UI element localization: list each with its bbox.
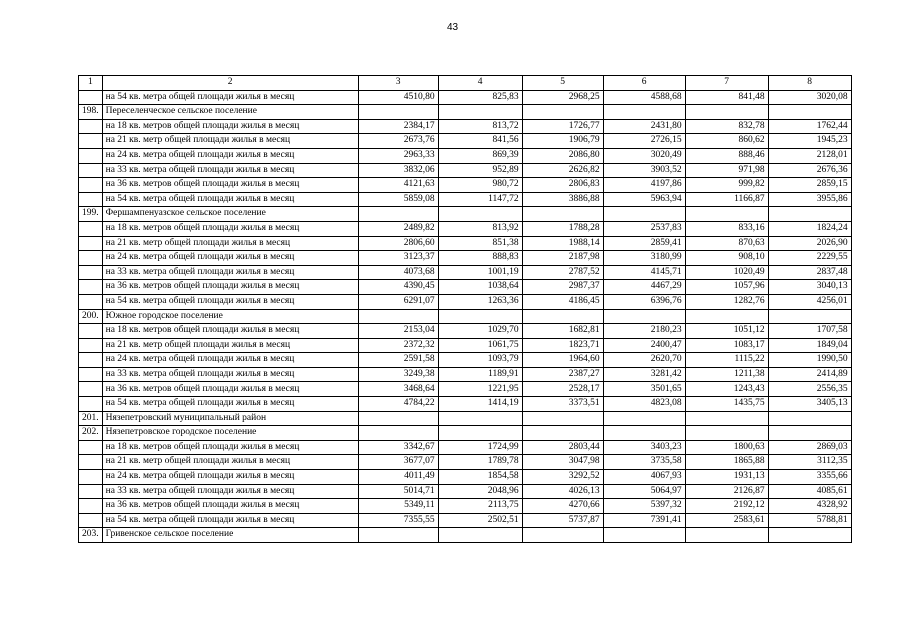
value-cell: 3020,08 — [768, 90, 851, 105]
value-cell: 841,48 — [685, 90, 768, 105]
value-cell: 2803,44 — [522, 440, 603, 455]
row-number-cell — [79, 382, 103, 397]
row-number-cell: 200. — [79, 309, 103, 324]
row-label-cell: на 33 кв. метра общей площади жилья в месяц — [102, 163, 358, 178]
value-cell: 999,82 — [685, 178, 768, 193]
value-cell: 3180,99 — [603, 251, 685, 266]
value-cell: 2787,52 — [522, 265, 603, 280]
value-cell: 3886,88 — [522, 192, 603, 207]
value-cell: 1221,95 — [438, 382, 522, 397]
row-number-cell: 198. — [79, 105, 103, 120]
value-cell: 5788,81 — [768, 513, 851, 528]
row-number-cell — [79, 148, 103, 163]
row-number-cell: 202. — [79, 426, 103, 441]
value-cell — [438, 411, 522, 426]
row-number-cell: 203. — [79, 528, 103, 543]
value-cell: 3047,98 — [522, 455, 603, 470]
row-label-cell: на 54 кв. метра общей площади жилья в месяц — [102, 294, 358, 309]
table-row — [79, 528, 852, 543]
value-cell: 1051,12 — [685, 324, 768, 339]
row-number-cell — [79, 221, 103, 236]
value-cell: 4256,01 — [768, 294, 851, 309]
row-label-cell: на 24 кв. метра общей площади жилья в месяц — [102, 251, 358, 266]
value-cell: 5963,94 — [603, 192, 685, 207]
table-row — [79, 426, 852, 441]
value-cell — [603, 309, 685, 324]
value-cell: 1115,22 — [685, 353, 768, 368]
value-cell: 833,16 — [685, 221, 768, 236]
value-cell: 4186,45 — [522, 294, 603, 309]
value-cell: 1945,23 — [768, 134, 851, 149]
value-cell — [438, 105, 522, 120]
value-cell: 2620,70 — [603, 353, 685, 368]
value-cell: 5859,08 — [358, 192, 438, 207]
table-row — [79, 251, 852, 266]
value-cell: 4197,86 — [603, 178, 685, 193]
row-number-cell: 201. — [79, 411, 103, 426]
value-cell: 2537,83 — [603, 221, 685, 236]
value-cell: 860,62 — [685, 134, 768, 149]
value-cell: 2153,04 — [358, 324, 438, 339]
value-cell — [438, 426, 522, 441]
row-number-cell: 199. — [79, 207, 103, 222]
value-cell: 1824,24 — [768, 221, 851, 236]
row-label-cell: на 24 кв. метра общей площади жилья в месяц — [102, 470, 358, 485]
value-cell — [603, 528, 685, 543]
value-cell: 2126,87 — [685, 484, 768, 499]
value-cell: 1029,70 — [438, 324, 522, 339]
row-label-cell: на 36 кв. метров общей площади жилья в месяц — [102, 178, 358, 193]
row-number-cell — [79, 513, 103, 528]
value-cell: 2489,82 — [358, 221, 438, 236]
value-cell: 1854,58 — [438, 470, 522, 485]
value-cell: 1263,36 — [438, 294, 522, 309]
row-number-cell — [79, 134, 103, 149]
table-row — [79, 105, 852, 120]
value-cell: 3355,66 — [768, 470, 851, 485]
row-number-cell — [79, 236, 103, 251]
value-cell — [685, 426, 768, 441]
column-header: 5 — [522, 76, 603, 91]
value-cell: 1823,71 — [522, 338, 603, 353]
row-number-cell — [79, 119, 103, 134]
row-label-cell: Гривенское сельское поселение — [102, 528, 358, 543]
value-cell: 2673,76 — [358, 134, 438, 149]
row-label-cell: на 54 кв. метра общей площади жилья в месяц — [102, 397, 358, 412]
value-cell: 2726,15 — [603, 134, 685, 149]
value-cell — [358, 528, 438, 543]
column-header: 6 — [603, 76, 685, 91]
table-row — [79, 119, 852, 134]
row-number-cell — [79, 178, 103, 193]
value-cell: 3677,07 — [358, 455, 438, 470]
value-cell — [358, 105, 438, 120]
table-row — [79, 411, 852, 426]
value-cell: 5349,11 — [358, 499, 438, 514]
value-cell: 2431,80 — [603, 119, 685, 134]
value-cell: 4390,45 — [358, 280, 438, 295]
value-cell: 3468,64 — [358, 382, 438, 397]
table-row — [79, 294, 852, 309]
table-row — [79, 338, 852, 353]
row-label-cell: на 21 кв. метр общей площади жилья в месяц — [102, 338, 358, 353]
value-cell: 2859,41 — [603, 236, 685, 251]
value-cell: 2026,90 — [768, 236, 851, 251]
value-cell: 2869,03 — [768, 440, 851, 455]
tariff-table-body — [79, 76, 852, 543]
row-number-cell — [79, 484, 103, 499]
value-cell: 7355,55 — [358, 513, 438, 528]
table-row — [79, 513, 852, 528]
value-cell: 1762,44 — [768, 119, 851, 134]
value-cell: 1211,38 — [685, 367, 768, 382]
table-row — [79, 90, 852, 105]
value-cell: 2859,15 — [768, 178, 851, 193]
value-cell: 3373,51 — [522, 397, 603, 412]
value-cell: 2187,98 — [522, 251, 603, 266]
value-cell: 1849,04 — [768, 338, 851, 353]
value-cell: 813,72 — [438, 119, 522, 134]
value-cell: 2528,17 — [522, 382, 603, 397]
value-cell: 1931,13 — [685, 470, 768, 485]
value-cell: 2806,83 — [522, 178, 603, 193]
row-number-cell — [79, 265, 103, 280]
value-cell: 2113,75 — [438, 499, 522, 514]
row-label-cell: на 24 кв. метра общей площади жилья в месяц — [102, 353, 358, 368]
value-cell: 952,89 — [438, 163, 522, 178]
value-cell: 888,83 — [438, 251, 522, 266]
value-cell: 1001,19 — [438, 265, 522, 280]
row-number-cell — [79, 192, 103, 207]
value-cell: 2229,55 — [768, 251, 851, 266]
value-cell — [522, 105, 603, 120]
value-cell — [768, 411, 851, 426]
table-row — [79, 367, 852, 382]
row-label-cell: на 21 кв. метр общей площади жилья в месяц — [102, 455, 358, 470]
value-cell: 3281,42 — [603, 367, 685, 382]
value-cell: 980,72 — [438, 178, 522, 193]
row-number-cell — [79, 163, 103, 178]
value-cell — [522, 528, 603, 543]
value-cell: 2626,82 — [522, 163, 603, 178]
column-header: 3 — [358, 76, 438, 91]
value-cell: 3292,52 — [522, 470, 603, 485]
row-number-cell — [79, 367, 103, 382]
value-cell: 4784,22 — [358, 397, 438, 412]
column-header: 1 — [79, 76, 103, 91]
value-cell: 825,83 — [438, 90, 522, 105]
value-cell: 1682,81 — [522, 324, 603, 339]
row-label-cell: на 21 кв. метр общей площади жилья в месяц — [102, 134, 358, 149]
value-cell: 851,38 — [438, 236, 522, 251]
value-cell — [768, 207, 851, 222]
value-cell: 1147,72 — [438, 192, 522, 207]
row-number-cell — [79, 294, 103, 309]
value-cell — [768, 105, 851, 120]
value-cell: 2048,96 — [438, 484, 522, 499]
value-cell: 2372,32 — [358, 338, 438, 353]
column-header: 2 — [102, 76, 358, 91]
value-cell: 2591,58 — [358, 353, 438, 368]
row-label-cell: на 36 кв. метров общей площади жилья в месяц — [102, 499, 358, 514]
value-cell: 3903,52 — [603, 163, 685, 178]
value-cell: 4145,71 — [603, 265, 685, 280]
row-label-cell: Фершампенуазское сельское поселение — [102, 207, 358, 222]
value-cell: 1789,78 — [438, 455, 522, 470]
table-row — [79, 207, 852, 222]
value-cell: 3123,37 — [358, 251, 438, 266]
value-cell: 2963,33 — [358, 148, 438, 163]
row-number-cell — [79, 324, 103, 339]
row-number-cell — [79, 470, 103, 485]
value-cell: 2987,37 — [522, 280, 603, 295]
value-cell: 4121,63 — [358, 178, 438, 193]
value-cell: 1282,76 — [685, 294, 768, 309]
value-cell: 1988,14 — [522, 236, 603, 251]
value-cell: 2583,61 — [685, 513, 768, 528]
table-row — [79, 280, 852, 295]
table-row — [79, 440, 852, 455]
table-row — [79, 163, 852, 178]
row-label-cell: Нязепетровское городское поселение — [102, 426, 358, 441]
value-cell: 888,46 — [685, 148, 768, 163]
row-label-cell: на 18 кв. метров общей площади жилья в месяц — [102, 221, 358, 236]
row-number-cell — [79, 280, 103, 295]
row-number-cell — [79, 499, 103, 514]
value-cell — [603, 426, 685, 441]
value-cell — [438, 309, 522, 324]
table-row — [79, 455, 852, 470]
tariff-table — [78, 75, 852, 543]
value-cell: 908,10 — [685, 251, 768, 266]
table-row — [79, 499, 852, 514]
value-cell: 1243,43 — [685, 382, 768, 397]
table-row — [79, 324, 852, 339]
value-cell — [522, 426, 603, 441]
value-cell: 4823,08 — [603, 397, 685, 412]
value-cell — [603, 207, 685, 222]
value-cell: 3249,38 — [358, 367, 438, 382]
row-label-cell: Переселенческое сельское поселение — [102, 105, 358, 120]
table-row — [79, 221, 852, 236]
row-number-cell — [79, 397, 103, 412]
value-cell — [685, 207, 768, 222]
value-cell: 4588,68 — [603, 90, 685, 105]
value-cell — [685, 411, 768, 426]
value-cell: 2502,51 — [438, 513, 522, 528]
table-row — [79, 265, 852, 280]
table-row — [79, 309, 852, 324]
value-cell: 2086,80 — [522, 148, 603, 163]
value-cell: 4328,92 — [768, 499, 851, 514]
row-number-cell — [79, 455, 103, 470]
value-cell: 1964,60 — [522, 353, 603, 368]
row-label-cell: на 33 кв. метра общей площади жилья в месяц — [102, 265, 358, 280]
value-cell: 1414,19 — [438, 397, 522, 412]
value-cell: 2837,48 — [768, 265, 851, 280]
value-cell: 4011,49 — [358, 470, 438, 485]
column-header: 8 — [768, 76, 851, 91]
value-cell: 1865,88 — [685, 455, 768, 470]
column-header: 4 — [438, 76, 522, 91]
row-label-cell: на 54 кв. метра общей площади жилья в месяц — [102, 192, 358, 207]
table-row — [79, 236, 852, 251]
value-cell: 4270,66 — [522, 499, 603, 514]
value-cell: 5397,32 — [603, 499, 685, 514]
row-label-cell: на 18 кв. метров общей площади жилья в месяц — [102, 324, 358, 339]
value-cell: 2400,47 — [603, 338, 685, 353]
value-cell: 1057,96 — [685, 280, 768, 295]
row-number-cell — [79, 440, 103, 455]
value-cell: 6291,07 — [358, 294, 438, 309]
value-cell: 3955,86 — [768, 192, 851, 207]
value-cell: 841,56 — [438, 134, 522, 149]
value-cell: 1906,79 — [522, 134, 603, 149]
value-cell: 1435,75 — [685, 397, 768, 412]
value-cell: 2384,17 — [358, 119, 438, 134]
value-cell: 2806,60 — [358, 236, 438, 251]
value-cell: 813,92 — [438, 221, 522, 236]
value-cell: 6396,76 — [603, 294, 685, 309]
value-cell — [358, 309, 438, 324]
row-label-cell: на 33 кв. метра общей площади жилья в месяц — [102, 367, 358, 382]
value-cell: 1020,49 — [685, 265, 768, 280]
value-cell: 1093,79 — [438, 353, 522, 368]
table-row — [79, 134, 852, 149]
value-cell — [522, 309, 603, 324]
value-cell: 4467,29 — [603, 280, 685, 295]
value-cell: 3735,58 — [603, 455, 685, 470]
value-cell: 869,39 — [438, 148, 522, 163]
value-cell — [768, 426, 851, 441]
value-cell: 1724,99 — [438, 440, 522, 455]
row-number-cell — [79, 338, 103, 353]
value-cell: 971,98 — [685, 163, 768, 178]
value-cell: 3040,13 — [768, 280, 851, 295]
value-cell: 1083,17 — [685, 338, 768, 353]
value-cell — [522, 411, 603, 426]
table-row — [79, 397, 852, 412]
value-cell: 1061,75 — [438, 338, 522, 353]
value-cell: 1788,28 — [522, 221, 603, 236]
value-cell — [768, 528, 851, 543]
table-row — [79, 382, 852, 397]
row-label-cell: на 18 кв. метров общей площади жилья в месяц — [102, 440, 358, 455]
value-cell: 1726,77 — [522, 119, 603, 134]
row-label-cell: на 36 кв. метров общей площади жилья в месяц — [102, 382, 358, 397]
row-label-cell: на 18 кв. метров общей площади жилья в месяц — [102, 119, 358, 134]
table-row — [79, 148, 852, 163]
column-number-row — [79, 76, 852, 91]
row-number-cell — [79, 353, 103, 368]
value-cell: 1800,63 — [685, 440, 768, 455]
value-cell: 870,63 — [685, 236, 768, 251]
value-cell: 2414,89 — [768, 367, 851, 382]
value-cell: 4510,80 — [358, 90, 438, 105]
value-cell: 2180,23 — [603, 324, 685, 339]
value-cell: 1166,87 — [685, 192, 768, 207]
value-cell: 1707,58 — [768, 324, 851, 339]
row-number-cell — [79, 251, 103, 266]
value-cell — [358, 411, 438, 426]
row-label-cell: Нязепетровский муниципальный район — [102, 411, 358, 426]
value-cell — [768, 309, 851, 324]
value-cell: 5737,87 — [522, 513, 603, 528]
value-cell: 2968,25 — [522, 90, 603, 105]
value-cell — [358, 207, 438, 222]
value-cell: 2387,27 — [522, 367, 603, 382]
value-cell: 3403,23 — [603, 440, 685, 455]
value-cell: 832,78 — [685, 119, 768, 134]
value-cell: 3832,06 — [358, 163, 438, 178]
table-row — [79, 192, 852, 207]
value-cell — [522, 207, 603, 222]
row-label-cell: Южное городское поселение — [102, 309, 358, 324]
row-label-cell: на 36 кв. метров общей площади жилья в месяц — [102, 280, 358, 295]
row-label-cell: на 21 кв. метр общей площади жилья в месяц — [102, 236, 358, 251]
value-cell: 1189,91 — [438, 367, 522, 382]
table-row — [79, 353, 852, 368]
table-row — [79, 178, 852, 193]
row-label-cell: на 54 кв. метра общей площади жилья в месяц — [102, 90, 358, 105]
value-cell: 3020,49 — [603, 148, 685, 163]
value-cell — [438, 207, 522, 222]
row-label-cell: на 54 кв. метра общей площади жилья в месяц — [102, 513, 358, 528]
value-cell: 5014,71 — [358, 484, 438, 499]
page-number: 43 — [446, 22, 459, 33]
value-cell: 2556,35 — [768, 382, 851, 397]
value-cell: 3501,65 — [603, 382, 685, 397]
value-cell: 3342,67 — [358, 440, 438, 455]
value-cell: 4026,13 — [522, 484, 603, 499]
value-cell — [603, 105, 685, 120]
value-cell: 3405,13 — [768, 397, 851, 412]
value-cell: 4067,93 — [603, 470, 685, 485]
value-cell: 1038,64 — [438, 280, 522, 295]
value-cell: 7391,41 — [603, 513, 685, 528]
column-header: 7 — [685, 76, 768, 91]
value-cell — [685, 528, 768, 543]
value-cell: 3112,35 — [768, 455, 851, 470]
value-cell — [358, 426, 438, 441]
table-row — [79, 484, 852, 499]
value-cell: 2676,36 — [768, 163, 851, 178]
row-number-cell — [79, 90, 103, 105]
value-cell — [603, 411, 685, 426]
value-cell: 4085,61 — [768, 484, 851, 499]
table-row — [79, 470, 852, 485]
row-label-cell: на 33 кв. метра общей площади жилья в месяц — [102, 484, 358, 499]
value-cell: 5064,97 — [603, 484, 685, 499]
value-cell — [685, 105, 768, 120]
value-cell: 4073,68 — [358, 265, 438, 280]
value-cell: 2128,01 — [768, 148, 851, 163]
value-cell: 1990,50 — [768, 353, 851, 368]
value-cell — [685, 309, 768, 324]
row-label-cell: на 24 кв. метра общей площади жилья в месяц — [102, 148, 358, 163]
value-cell: 2192,12 — [685, 499, 768, 514]
value-cell — [438, 528, 522, 543]
